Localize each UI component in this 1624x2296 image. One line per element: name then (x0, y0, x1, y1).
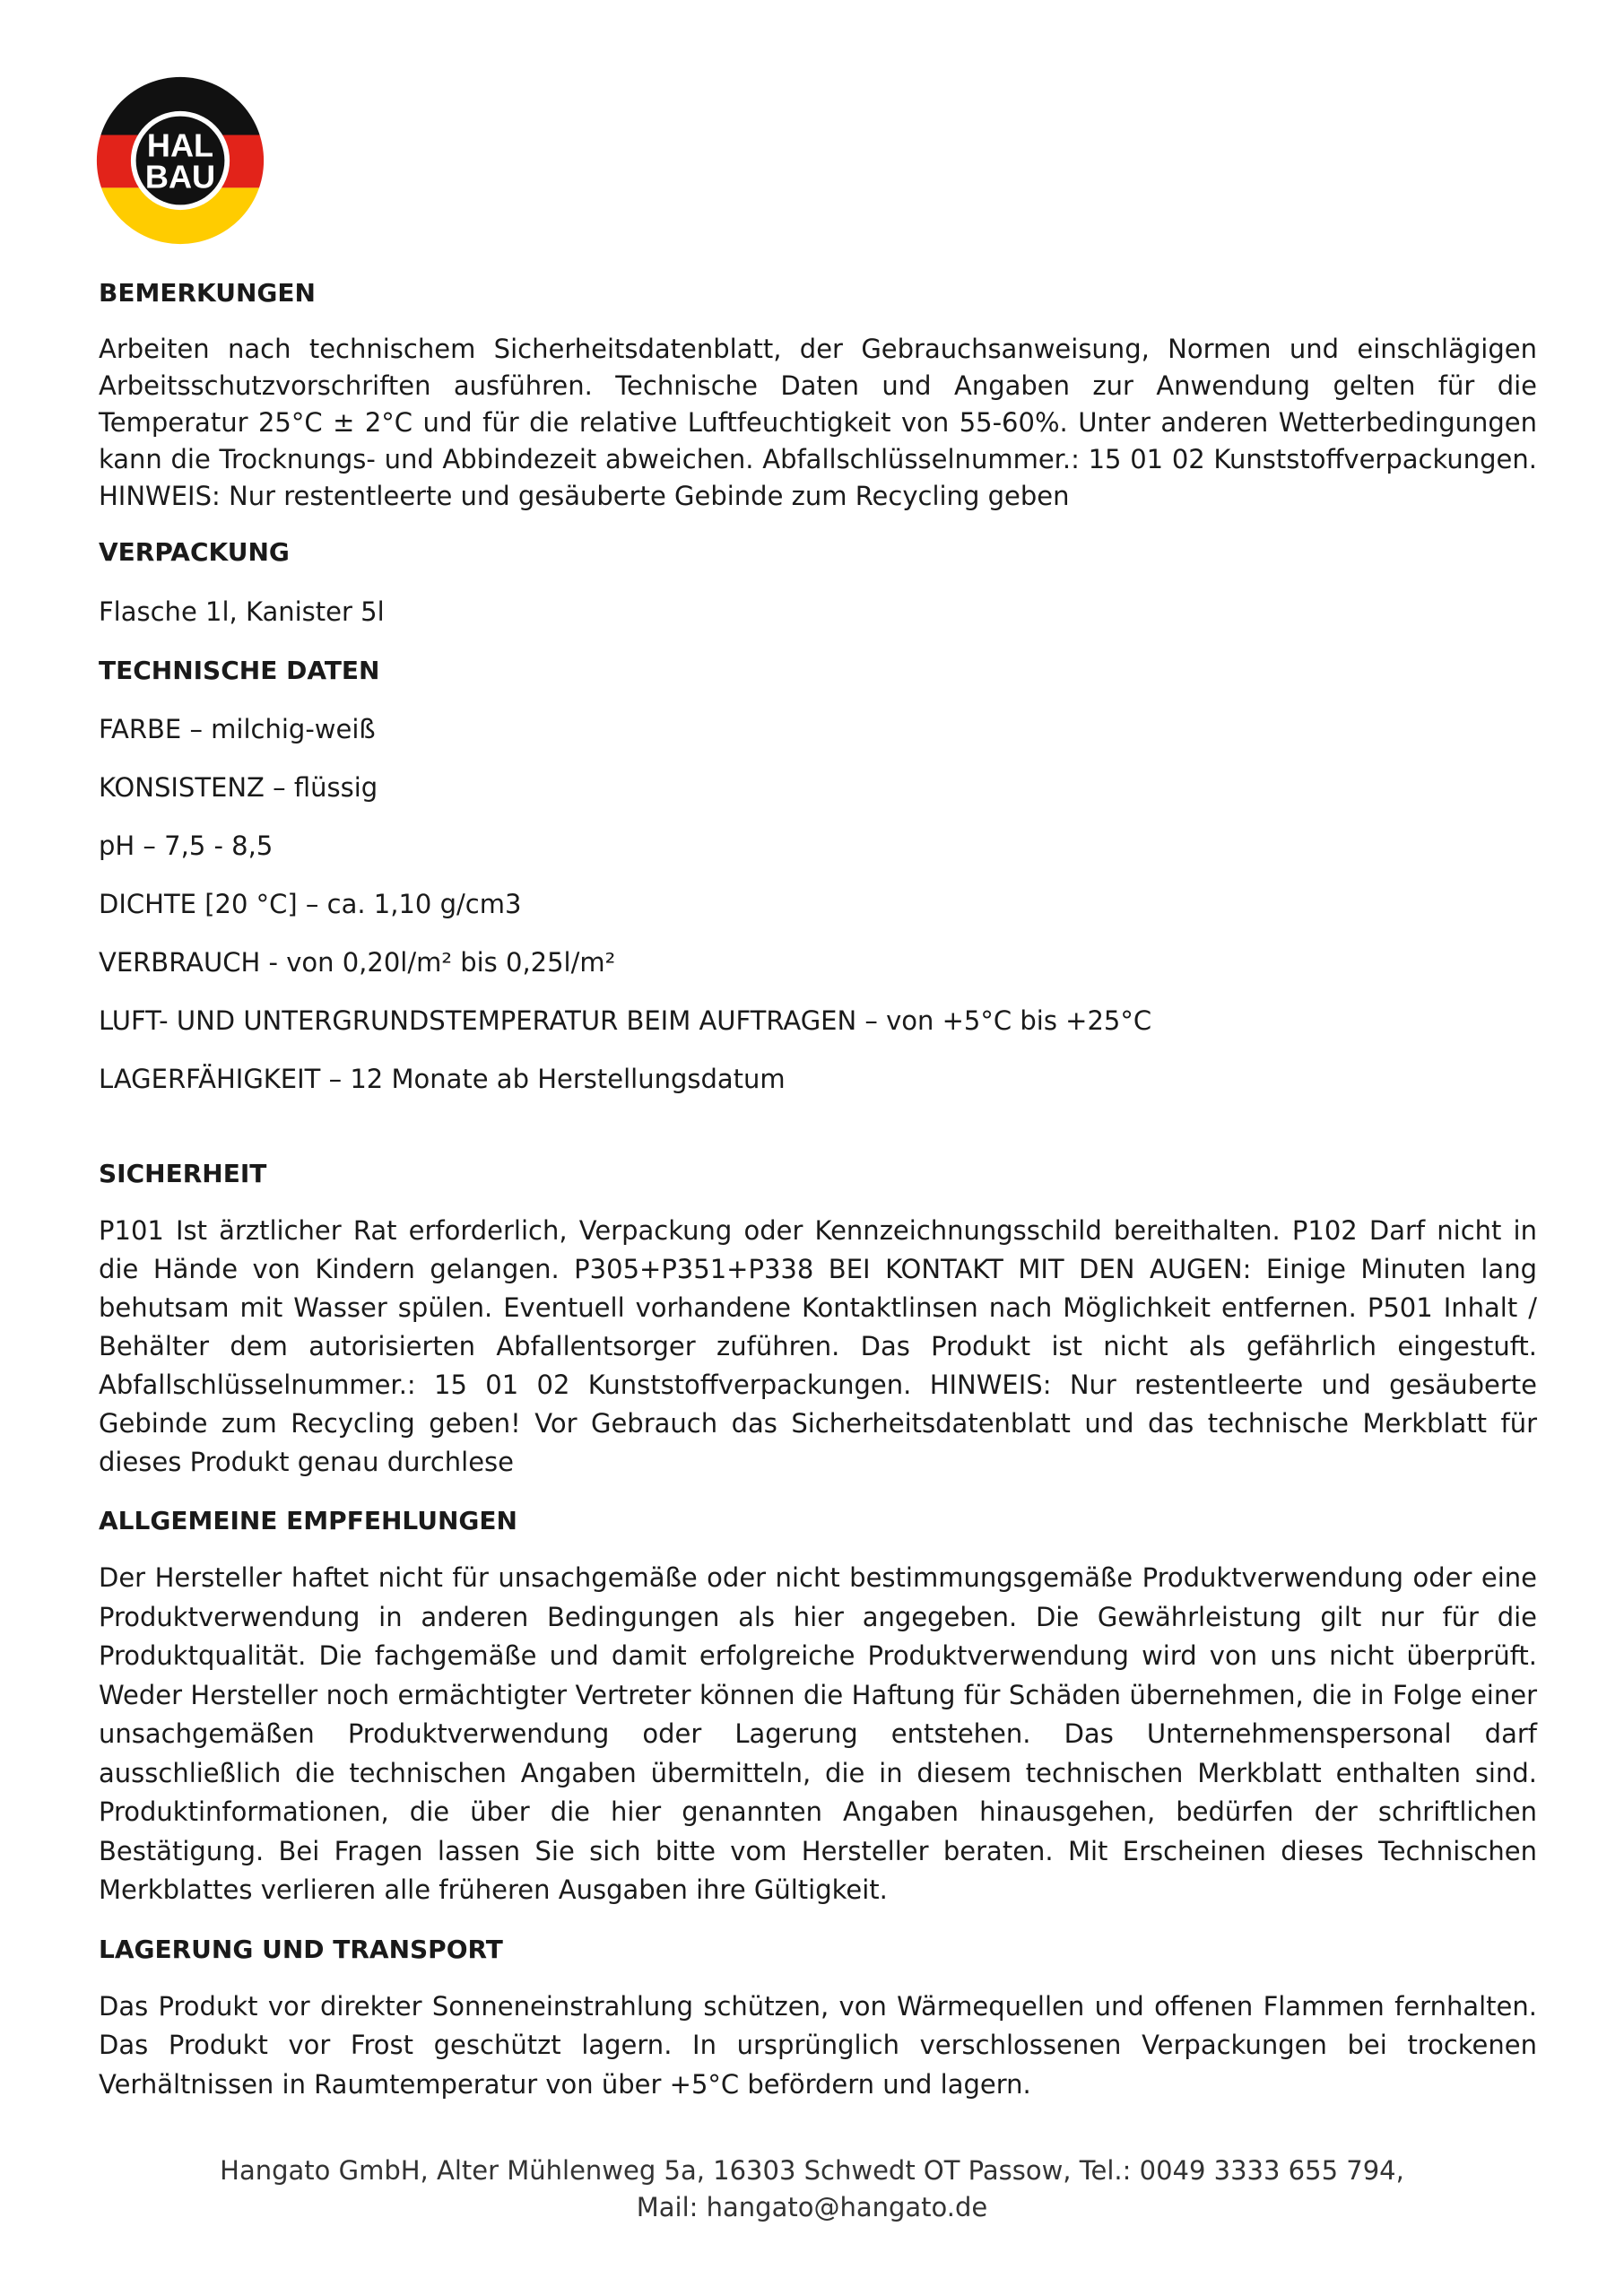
tech-item: KONSISTENZ – flüssig (99, 772, 378, 803)
footer-address: Hangato GmbH, Alter Mühlenweg 5a, 16303 Schwedt OT Passow, Tel.: 0049 3333 655 794, (220, 2155, 1404, 2186)
tech-item: VERBRAUCH - von 0,20l/m² bis 0,25l/m² (99, 947, 616, 978)
text-allgemeine-empfehlungen: Der Hersteller haftet nicht für unsachgemäße oder nicht bestimmungsgemäße Produktverwendung oder eine Produktverwendung in anderen Bedingungen als hier angegeben. Die Gewährleistung gilt nur für die Produktqualität. Die fachgemäße und damit erfolgreiche Produktverwendung wird von uns nicht überprüft. Weder Hersteller noch ermächtigter Vertreter können die Haftung für Schäden übernehmen, die in Folge einer unsachgemäßen Produktverwendung oder Lagerung entstehen. Das Unternehmenspersonal darf ausschließlich die technischen Angaben übermitteln, die in diesem technischen Merkblatt enthalten sind. Produktinformationen, die über die hier genannten Angaben hinausgehen, bedürfen der schriftlichen Bestätigung. Bei Fragen lassen Sie sich bitte vom Hersteller beraten. Mit Erscheinen dieses Technischen Merkblattes verlieren alle früheren Ausgaben ihre Gültigkeit. (99, 1562, 1537, 1905)
heading-lagerung-transport: LAGERUNG UND TRANSPORT (99, 1934, 503, 1964)
text-verpackung: Flasche 1l, Kanister 5l (99, 596, 385, 627)
heading-technische-daten: TECHNISCHE DATEN (99, 656, 380, 685)
tech-item: DICHTE [20 °C] – ca. 1,10 g/cm3 (99, 889, 522, 919)
text-lagerung-transport: Das Produkt vor direkter Sonneneinstrahlung schützen, von Wärmequellen und offenen Flammen fernhalten. Das Produkt vor Frost geschützt lagern. In ursprünglich verschlossenen Verpackungen bei trockenen Verhältnissen in Raumtemperatur von über +5°C befördern und lagern. (99, 1990, 1537, 2100)
document-body (99, 274, 1537, 2104)
text-bemerkungen: Arbeiten nach technischem Sicherheitsdatenblatt, der Gebrauchsanweisung, Normen und einschlägigen Arbeitsschutzvorschriften ausführen. Technische Daten und Angaben zur Anwendung gelten für die Temperatur 25°C ± 2°C und für die relative Luftfeuchtigkeit von 55-60%. Unter anderen Wetterbedingungen kann die Trocknungs- und Abbindezeit abweichen. Abfallschlüsselnummer.: 15 01 02 Kunststoffverpackungen. HINWEIS: Nur restentleerte und gesäuberte Gebinde zum Recycling geben (99, 334, 1537, 511)
tech-item: LUFT- UND UNTERGRUNDSTEMPERATUR BEIM AUFTRAGEN – von +5°C bis +25°C (99, 1005, 1152, 1036)
heading-bemerkungen: BEMERKUNGEN (99, 278, 316, 308)
heading-allgemeine-empfehlungen: ALLGEMEINE EMPFEHLUNGEN (99, 1506, 517, 1535)
tech-item: LAGERFÄHIGKEIT – 12 Monate ab Herstellungsdatum (99, 1064, 786, 1094)
heading-sicherheit: SICHERHEIT (99, 1159, 267, 1188)
footer-mail: Mail: hangato@hangato.de (636, 2192, 988, 2222)
heading-verpackung: VERPACKUNG (99, 537, 290, 567)
footer (0, 2152, 1624, 2226)
tech-item: pH – 7,5 - 8,5 (99, 831, 274, 861)
tech-item: FARBE – milchig-weiß (99, 714, 376, 744)
halbau-logo (95, 75, 265, 246)
logo-text-bau: BAU (144, 158, 216, 196)
logo-text-hal: HAL (146, 126, 214, 164)
text-sicherheit: P101 Ist ärztlicher Rat erforderlich, Verpackung oder Kennzeichnungsschild bereithalten. P102 Darf nicht in die Hände von Kindern gelangen. P305+P351+P338 BEI KONTAKT MIT DEN AUGEN: Einige Minuten lang behutsam mit Wasser spülen. Eventuell vorhandene Kontaktlinsen nach Möglichkeit entfernen. P501 Inhalt / Behälter dem autorisierten Abfallentsorger zuführen. Das Produkt ist nicht als gefährlich eingestuft. Abfallschlüsselnummer.: 15 01 02 Kunststoffverpackungen. HINWEIS: Nur restentleerte und gesäuberte Gebinde zum Recycling geben! Vor Gebrauch das Sicherheitsdatenblatt und das technische Merkblatt für dieses Produkt genau durchlese (99, 1215, 1537, 1477)
